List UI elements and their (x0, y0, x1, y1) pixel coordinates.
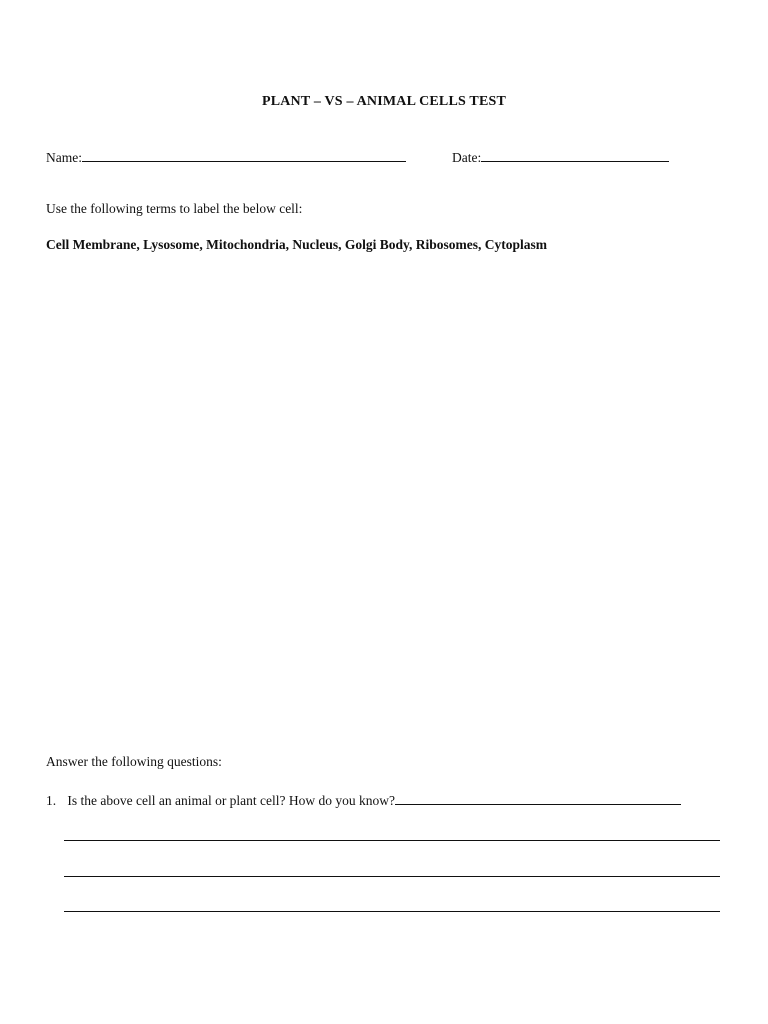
answer-blank-line[interactable] (64, 840, 720, 841)
name-label: Name: (46, 150, 82, 165)
answer-heading: Answer the following questions: (46, 754, 222, 769)
question-text: Is the above cell an animal or plant cell? How do you know? (67, 793, 396, 808)
labeling-instructions: Use the following terms to label the below cell: (46, 201, 303, 216)
name-blank-line[interactable] (82, 147, 406, 162)
worksheet-title: PLANT – VS – ANIMAL CELLS TEST (261, 94, 507, 109)
answer-blank-line[interactable] (64, 876, 720, 877)
answer-blank-line[interactable] (64, 911, 720, 912)
question-1 (46, 790, 720, 809)
answer-blank-inline[interactable] (395, 790, 681, 805)
name-field (46, 147, 406, 166)
date-blank-line[interactable] (481, 147, 669, 162)
date-label: Date: (452, 150, 482, 165)
cell-diagram-area (46, 270, 722, 740)
date-field (452, 147, 669, 166)
terms-list: Cell Membrane, Lysosome, Mitochondria, Nucleus, Golgi Body, Ribosomes, Cytoplasm (46, 237, 548, 252)
question-number: 1. (46, 793, 57, 808)
